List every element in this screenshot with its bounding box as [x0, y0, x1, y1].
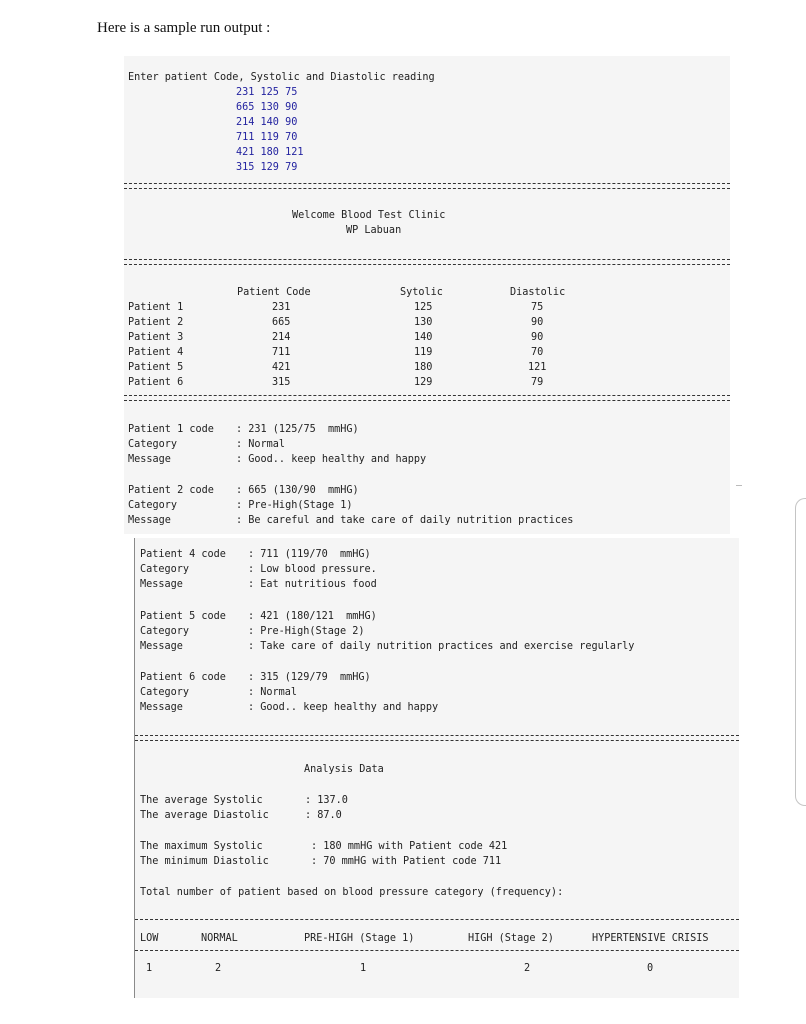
row-code: 421	[272, 362, 291, 373]
row-code: 214	[272, 332, 291, 343]
detail-code-value: : 711 (119/70 mmHG)	[248, 549, 371, 560]
detail-category-label: Category	[128, 500, 178, 511]
row-label: Patient 4	[128, 347, 184, 358]
detail-message-value: : Good.. keep healthy and happy	[248, 702, 439, 713]
freq-value-crisis: 0	[647, 963, 654, 974]
table-header-code: Patient Code	[237, 287, 311, 298]
row-systolic: 129	[414, 377, 433, 388]
divider	[736, 485, 742, 486]
avg-diastolic-label: The average Diastolic	[140, 810, 269, 821]
max-systolic-value: : 180 mmHG with Patient code 421	[311, 841, 508, 852]
row-systolic: 119	[414, 347, 433, 358]
dashed-rule	[135, 950, 739, 951]
freq-value-normal: 2	[215, 963, 222, 974]
separator	[135, 735, 739, 741]
detail-code-label: Patient 4 code	[140, 549, 226, 560]
detail-message-value: : Take care of daily nutrition practices and exercise regularly	[248, 641, 635, 652]
separator	[124, 259, 730, 265]
detail-code-label: Patient 2 code	[128, 485, 214, 496]
detail-code-label: Patient 6 code	[140, 672, 226, 683]
row-diastolic: 90	[531, 317, 544, 328]
table-header-diastolic: Diastolic	[510, 287, 566, 298]
input-prompt: Enter patient Code, Systolic and Diastolic reading	[128, 72, 435, 83]
detail-category-value: : Pre-High(Stage 2)	[248, 626, 365, 637]
detail-message-label: Message	[128, 454, 171, 465]
row-systolic: 140	[414, 332, 433, 343]
detail-code-value: : 315 (129/79 mmHG)	[248, 672, 371, 683]
detail-message-label: Message	[140, 579, 183, 590]
row-code: 315	[272, 377, 291, 388]
freq-header-prehigh: PRE-HIGH (Stage 1)	[304, 933, 415, 944]
dashed-rule	[135, 919, 739, 920]
detail-code-value: : 665 (130/90 mmHG)	[236, 485, 359, 496]
detail-code-label: Patient 5 code	[140, 611, 226, 622]
freq-header-normal: NORMAL	[201, 933, 238, 944]
detail-category-value: : Pre-High(Stage 1)	[236, 500, 353, 511]
detail-message-value: : Be careful and take care of daily nutrition practices	[236, 515, 574, 526]
row-systolic: 130	[414, 317, 433, 328]
clinic-title: Welcome Blood Test Clinic	[292, 210, 446, 221]
detail-message-label: Message	[140, 702, 183, 713]
console-output-bottom	[134, 538, 739, 998]
input-line: 231 125 75	[236, 87, 298, 98]
input-line: 315 129 79	[236, 162, 298, 173]
row-systolic: 180	[414, 362, 433, 373]
avg-diastolic-value: : 87.0	[305, 810, 342, 821]
avg-systolic-label: The average Systolic	[140, 795, 263, 806]
freq-header-high: HIGH (Stage 2)	[468, 933, 554, 944]
input-line: 421 180 121	[236, 147, 304, 158]
row-code: 711	[272, 347, 291, 358]
input-line: 711 119 70	[236, 132, 298, 143]
detail-code-value: : 231 (125/75 mmHG)	[236, 424, 359, 435]
avg-systolic-value: : 137.0	[305, 795, 348, 806]
row-diastolic: 90	[531, 332, 544, 343]
detail-category-label: Category	[140, 564, 190, 575]
side-panel-tab[interactable]	[795, 498, 806, 806]
row-code: 665	[272, 317, 291, 328]
freq-value-prehigh: 1	[360, 963, 367, 974]
row-diastolic: 75	[531, 302, 544, 313]
detail-category-value: : Normal	[236, 439, 286, 450]
row-diastolic: 79	[531, 377, 544, 388]
detail-code-label: Patient 1 code	[128, 424, 214, 435]
freq-value-low: 1	[146, 963, 153, 974]
console-output-top	[124, 56, 730, 534]
frequency-title: Total number of patient based on blood pressure category (frequency):	[140, 887, 564, 898]
detail-category-label: Category	[140, 687, 190, 698]
row-label: Patient 5	[128, 362, 184, 373]
input-line: 214 140 90	[236, 117, 298, 128]
row-diastolic: 70	[531, 347, 544, 358]
row-code: 231	[272, 302, 291, 313]
intro-text: Here is a sample run output :	[97, 20, 271, 36]
table-header-systolic: Sytolic	[400, 287, 443, 298]
min-diastolic-value: : 70 mmHG with Patient code 711	[311, 856, 502, 867]
min-diastolic-label: The minimum Diastolic	[140, 856, 269, 867]
freq-header-low: LOW	[140, 933, 159, 944]
detail-message-label: Message	[140, 641, 183, 652]
separator	[124, 183, 730, 189]
clinic-location: WP Labuan	[346, 225, 402, 236]
max-systolic-label: The maximum Systolic	[140, 841, 263, 852]
row-label: Patient 6	[128, 377, 184, 388]
analysis-title: Analysis Data	[304, 764, 384, 775]
input-line: 665 130 90	[236, 102, 298, 113]
detail-message-value: : Eat nutritious food	[248, 579, 377, 590]
detail-message-label: Message	[128, 515, 171, 526]
detail-category-label: Category	[128, 439, 178, 450]
row-label: Patient 3	[128, 332, 184, 343]
detail-code-value: : 421 (180/121 mmHG)	[248, 611, 377, 622]
row-diastolic: 121	[528, 362, 547, 373]
detail-category-value: : Low blood pressure.	[248, 564, 377, 575]
separator	[124, 395, 730, 401]
row-systolic: 125	[414, 302, 433, 313]
freq-header-crisis: HYPERTENSIVE CRISIS	[592, 933, 709, 944]
detail-category-value: : Normal	[248, 687, 298, 698]
detail-message-value: : Good.. keep healthy and happy	[236, 454, 427, 465]
row-label: Patient 1	[128, 302, 184, 313]
row-label: Patient 2	[128, 317, 184, 328]
detail-category-label: Category	[140, 626, 190, 637]
freq-value-high: 2	[524, 963, 531, 974]
